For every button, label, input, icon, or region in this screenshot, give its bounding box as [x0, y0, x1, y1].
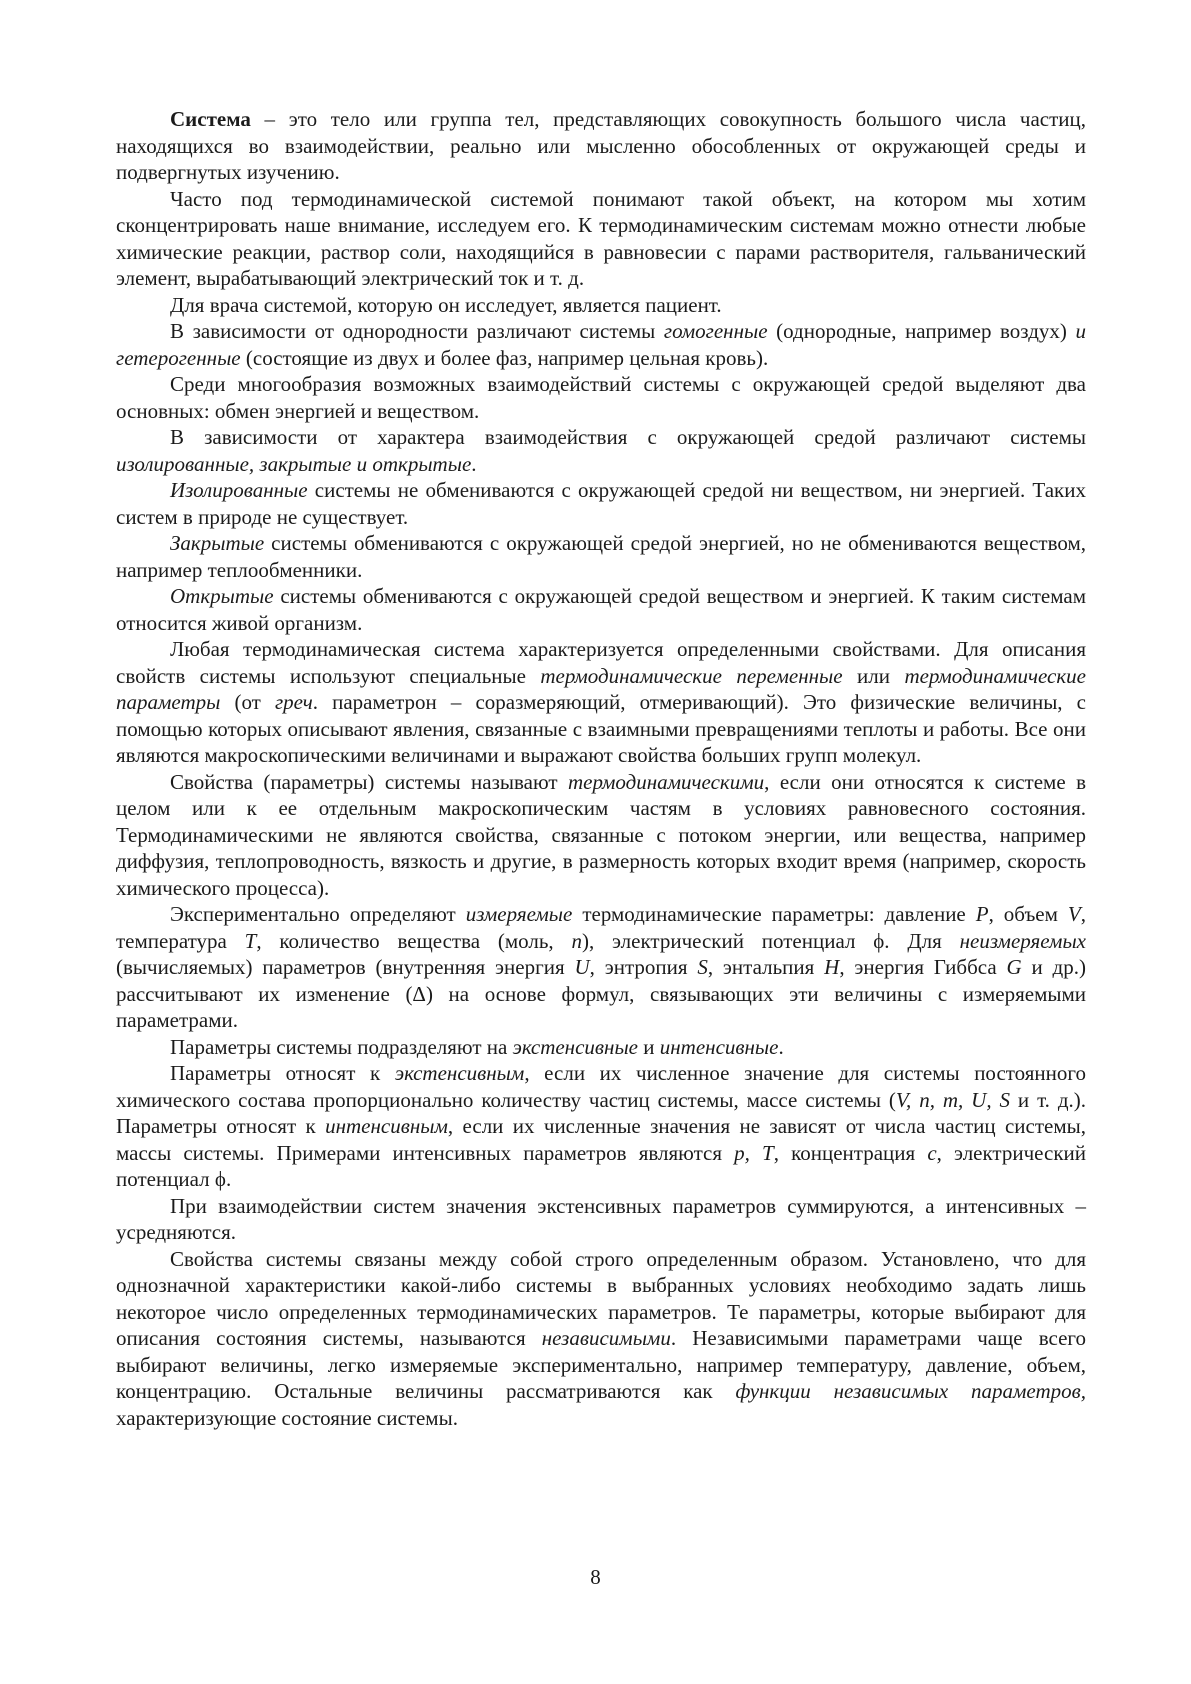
text-run: . — [471, 451, 477, 476]
text-run: Любая термодинамическая система характеризуется определенными свойствами. Для описания свойств системы используют специальные — [116, 637, 1086, 688]
text-run: . параметрон – соразмеряющий, отмеривающий). Это физические величины, с помощью которых описывают явления, связанные с взаимными превращениями теплоты и работы. Все они являются макроскопическими величинами и выражают свойства больших групп молекул. — [116, 690, 1086, 767]
italic-term: экстенсивным — [394, 1061, 525, 1085]
text-run: системы обмениваются с окружающей средой энергией, но не обмениваются веществом, например теплообменники. — [116, 531, 1086, 582]
paragraph — [116, 318, 1086, 371]
text-run: (от — [220, 690, 275, 714]
text-run: и т. д.). Параметры относят к — [116, 1087, 1087, 1138]
italic-term: экстенсивные — [512, 1034, 638, 1059]
italic-term: термодинамические параметры — [116, 663, 1086, 714]
text-run: системы обмениваются с окружающей средой веществом и энергией. К таким системам относится живой организм. — [116, 584, 1086, 635]
paragraph — [116, 769, 1086, 902]
text-run: – это тело или группа тел, представляющих совокупность большого числа частиц, находящихся во взаимодействии, реально или мысленно обособленных от окружающей среды и подвергнутых изучению. — [116, 107, 1086, 184]
text-run: Параметры относят к — [170, 1061, 395, 1085]
italic-term: p, T — [734, 1140, 774, 1165]
italic-term: неизмеряемых — [959, 928, 1086, 953]
text-run: , концентрация — [773, 1140, 928, 1165]
italic-term: интенсивным — [325, 1114, 448, 1138]
italic-term: гомогенные — [663, 319, 768, 343]
paragraph — [116, 371, 1086, 424]
italic-term: H — [824, 955, 840, 979]
italic-term: термодинамическими — [568, 769, 765, 794]
text-run: . — [778, 1034, 784, 1059]
paragraph — [116, 424, 1086, 477]
paragraph — [116, 901, 1086, 1034]
text-run: Экспериментально определяют — [170, 902, 466, 926]
italic-term: изолированные, закрытые и открытые — [116, 451, 472, 476]
paragraph — [116, 1246, 1086, 1432]
italic-term: S — [697, 955, 708, 979]
text-run: Свойства системы связаны между собой строго определенным образом. Установлено, что для однозначной характеристики какой-либо системы в выбранных условиях необходимо задать лишь некоторое число определенных термодинамических параметров. Те параметры, которые выбирают для описания состояния системы, называются — [116, 1246, 1086, 1350]
text-run: (состоящие из двух и более фаз, например цельная кровь). — [240, 345, 769, 370]
italic-term: греч — [274, 690, 313, 714]
paragraph — [116, 1193, 1086, 1246]
text-run: и др.) рассчитывают их изменение (Δ) на основе формул, связывающих эти величины с измеряемыми параметрами. — [116, 955, 1086, 1032]
italic-term: функции независимых параметров, — [735, 1379, 1086, 1403]
text-run: Среди многообразия возможных взаимодействий системы с окружающей средой выделяют два основных: обмен энергией и веществом. — [116, 372, 1086, 423]
text-run: , если их численное значение для системы постоянного химического состава пропорционально количеству частиц системы, массе системы ( — [116, 1061, 1087, 1112]
italic-term: c — [927, 1140, 937, 1165]
text-run: Свойства (параметры) системы называют — [170, 769, 569, 794]
italic-term: V, n, m, U, S — [895, 1087, 1011, 1112]
text-run: , энтальпия — [707, 955, 825, 979]
document-body — [116, 106, 1086, 1431]
italic-term: интенсивные — [659, 1034, 779, 1059]
text-run: , энтропия — [589, 955, 698, 979]
text-run: , объем — [988, 902, 1068, 926]
italic-term: термодинамические переменные — [540, 663, 843, 688]
paragraph — [116, 292, 1086, 319]
text-run: (однородные, например воздух) — [767, 319, 1076, 343]
text-run: , электрический потенциал ϕ. — [116, 1140, 1086, 1191]
paragraph — [116, 636, 1086, 769]
paragraph — [116, 1034, 1086, 1061]
page-number: 8 — [590, 1565, 601, 1589]
text-run: Для врача системой, которую он исследует, является пациент. — [170, 292, 722, 317]
text-run: , энергия Гиббса — [839, 955, 1007, 979]
italic-term: T — [244, 928, 257, 953]
italic-term: Открытые — [170, 584, 274, 608]
italic-term: независимыми — [541, 1326, 671, 1350]
text-run: термодинамические параметры: давление — [572, 902, 976, 926]
italic-term: n — [571, 928, 582, 953]
text-run: , температура — [116, 902, 1086, 953]
text-run: В зависимости от однородности различают системы — [170, 319, 664, 343]
text-run: системы не обмениваются с окружающей средой ни веществом, ни энергией. Таких систем в природе не существует. — [116, 478, 1086, 529]
paragraph — [116, 106, 1086, 186]
paragraph — [116, 530, 1086, 583]
text-run: . Независимыми параметрами чаще всего выбирают величины, легко измеряемые экспериментально, например температуру, давление, объем, концентрацию. Остальные величины рассматриваются как — [116, 1326, 1086, 1403]
text-run: (вычисляемых) параметров (внутренняя энергия — [116, 955, 575, 979]
italic-term: и гетерогенные — [116, 319, 1087, 370]
italic-term: V — [1067, 902, 1081, 926]
text-run: Параметры системы подразделяют на — [170, 1034, 513, 1059]
paragraph — [116, 477, 1086, 530]
text-run: или — [842, 663, 905, 688]
italic-term: U — [574, 955, 590, 979]
text-run: и — [638, 1034, 660, 1059]
italic-term: измеряемые — [465, 902, 573, 926]
text-run: ), электрический потенциал ϕ. Для — [581, 928, 960, 953]
text-run: , если они относятся к системе в целом или к ее отдельным макроскопическим частям в условиях равновесного состояния. Термодинамическими не являются свойства, связанные с потоком энергии, или вещества, например диффузия, теплопроводность, вязкость и другие, в размерность которых входит время (например, скорость химического процесса). — [116, 769, 1086, 900]
text-run: характеризующие состояние системы. — [116, 1405, 458, 1430]
text-run: , если их численные значения не зависят от числа частиц системы, массы системы. Примерами интенсивных параметров являются — [116, 1114, 1087, 1165]
italic-term: P — [975, 902, 989, 926]
bold-term: Система — [170, 107, 251, 131]
italic-term: Закрытые — [170, 531, 265, 555]
text-run: В зависимости от характера взаимодействия с окружающей средой различают системы — [170, 425, 1086, 449]
paragraph — [116, 583, 1086, 636]
text-run: Часто под термодинамической системой понимают такой объект, на котором мы хотим сконцентрировать наше внимание, исследуем его. К термодинамическим системам можно отнести любые химические реакции, раствор соли, находящийся в равновесии с парами растворителя, гальванический элемент, вырабатывающий электрический ток и т. д. — [116, 186, 1086, 290]
paragraph — [116, 1060, 1086, 1193]
text-run: , количество вещества (моль, — [256, 928, 572, 953]
paragraph — [116, 186, 1086, 292]
text-run: При взаимодействии систем значения экстенсивных параметров суммируются, а интенсивных – усредняются. — [116, 1193, 1086, 1244]
italic-term: G — [1006, 955, 1022, 979]
italic-term: Изолированные — [170, 478, 308, 502]
